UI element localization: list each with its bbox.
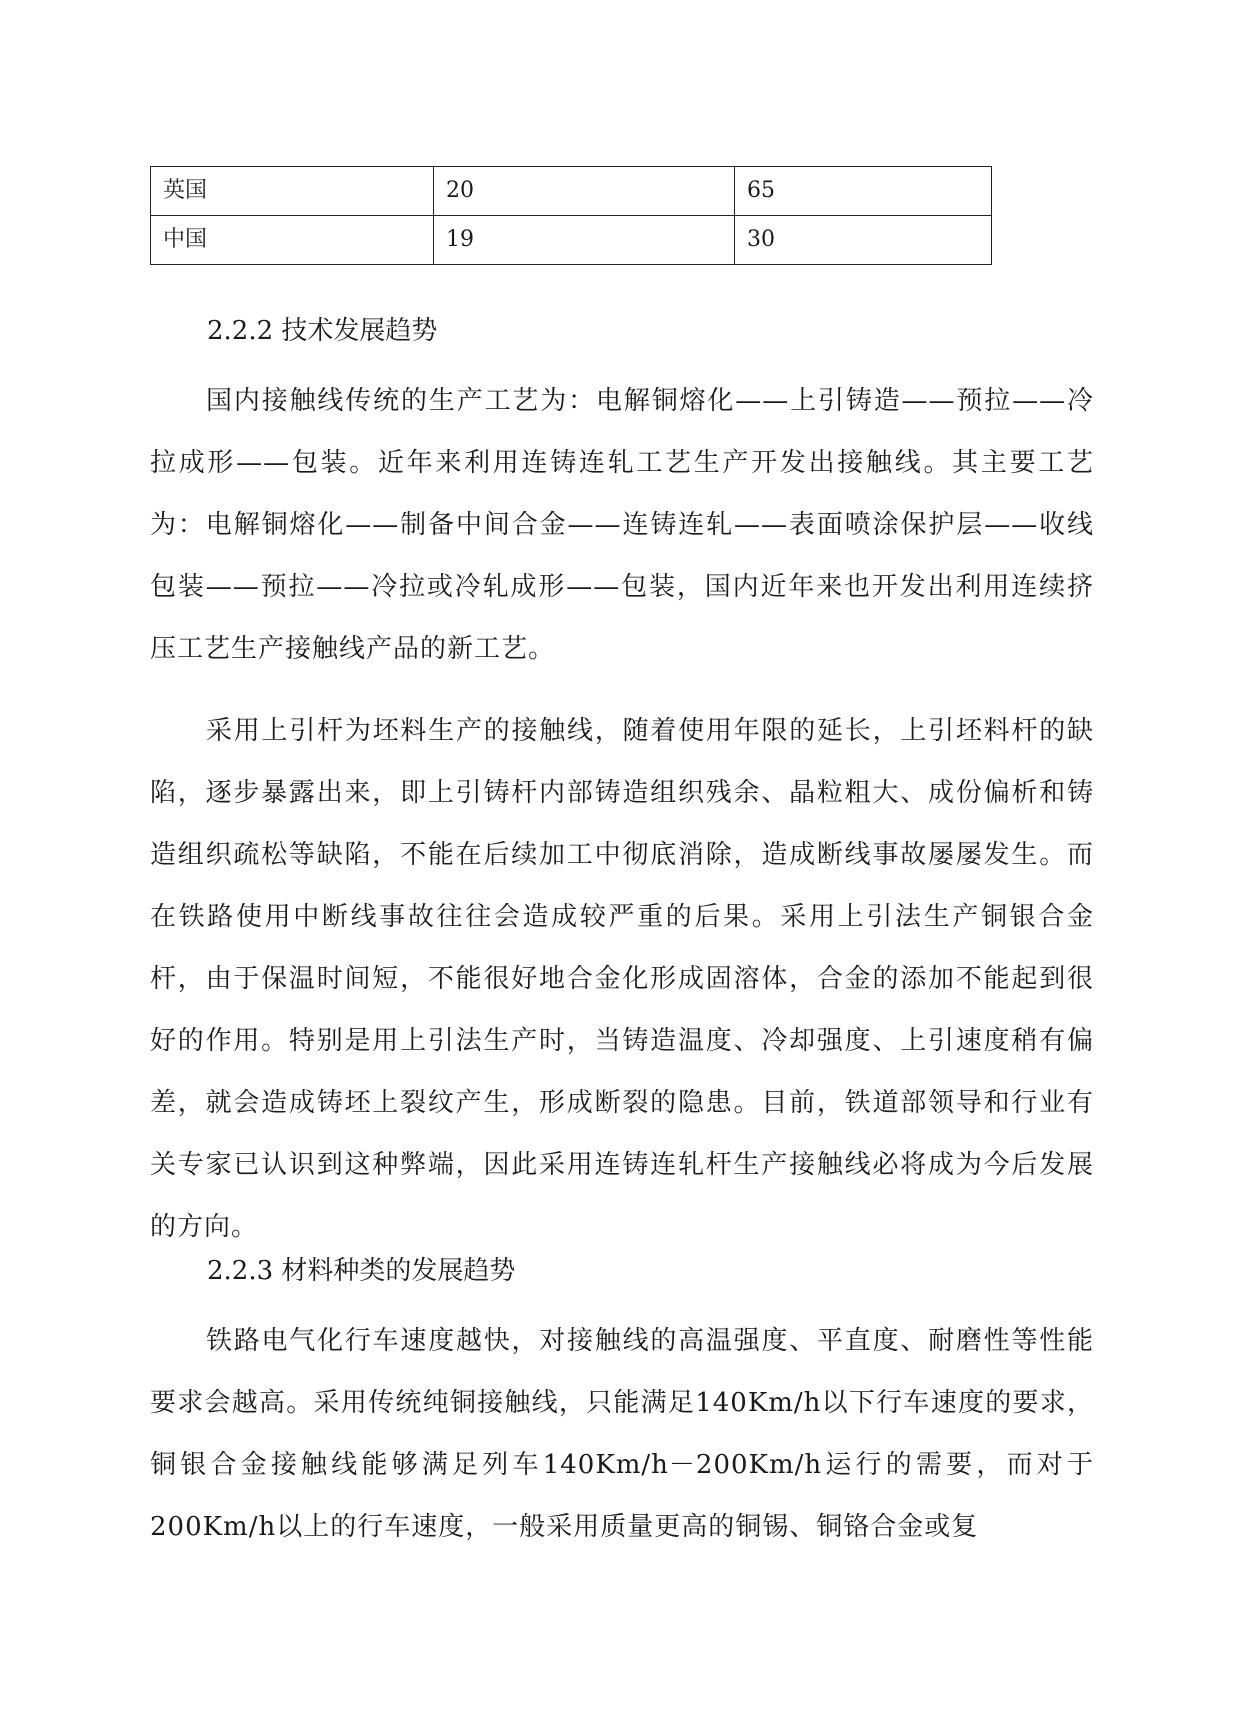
table-cell-country: 中国 xyxy=(151,216,434,265)
paragraph-defects: 采用上引杆为坯料生产的接触线，随着使用年限的延长，上引坯料杆的缺陷，逐步暴露出来，即上引铸杆内部铸造组织残余、晶粒粗大、成份偏析和铸造组织疏松等缺陷，不能在后续加工中彻底消除，造成断线事故屡屡发生。而在铁路使用中断线事故往往会造成较严重的后果。采用上引法生产铜银合金杆，由于保温时间短，不能很好地合金化形成固溶体，合金的添加不能起到很好的作用。特别是用上引法生产时，当铸造温度、冷却强度、上引速度稍有偏差，就会造成铸坯上裂纹产生，形成断裂的隐患。目前，铁道部领导和行业有关专家已认识到这种弊端，因此采用连铸连轧杆生产接触线必将成为今后发展的方向。 xyxy=(150,716,1094,1242)
table-cell-country: 英国 xyxy=(151,167,434,216)
table-cell-value: 20 xyxy=(434,167,735,216)
table-cell-value: 19 xyxy=(434,216,735,265)
table-cell-value: 65 xyxy=(735,167,992,216)
paragraph-materials: 铁路电气化行车速度越快，对接触线的高温强度、平直度、耐磨性等性能要求会越高。采用传统纯铜接触线，只能满足140Km/h以下行车速度的要求，铜银合金接触线能够满足列车140Km/h－200Km/h运行的需要，而对于200Km/h以上的行车速度，一般采用质量更高的铜锡、铜铬合金或复 xyxy=(150,1326,1094,1542)
section-heading-2-2-3: 2.2.3 材料种类的发展趋势 xyxy=(207,1256,516,1286)
table-row xyxy=(151,216,992,265)
country-data-table xyxy=(150,166,992,265)
paragraph-process: 国内接触线传统的生产工艺为：电解铜熔化——上引铸造——预拉——冷拉成形——包装。近年来利用连铸连轧工艺生产开发出接触线。其主要工艺为：电解铜熔化——制备中间合金——连铸连轧——表面喷涂保护层——收线包装——预拉——冷拉或冷轧成形——包装，国内近年来也开发出利用连续挤压工艺生产接触线产品的新工艺。 xyxy=(150,386,1094,664)
table-cell-value: 30 xyxy=(735,216,992,265)
section-heading-2-2-2: 2.2.2 技术发展趋势 xyxy=(207,316,438,346)
table-row xyxy=(151,167,992,216)
